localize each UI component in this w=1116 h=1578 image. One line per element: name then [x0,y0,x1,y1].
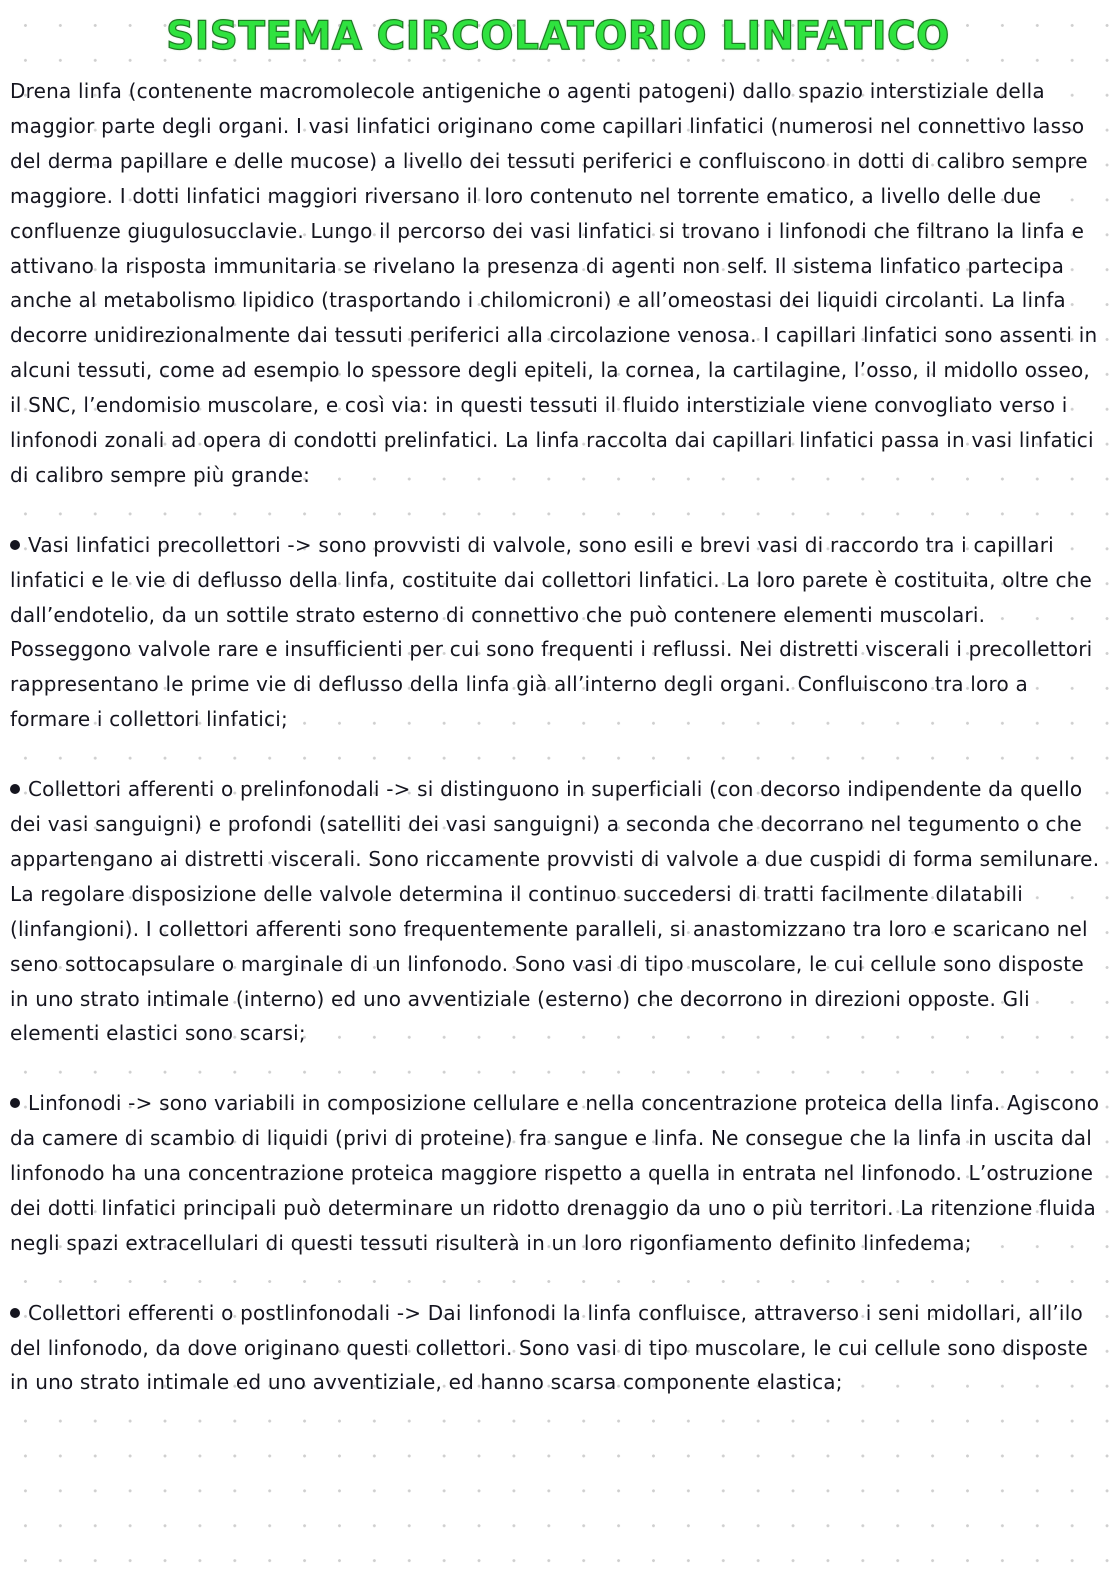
list-item-text: Vasi linfatici precollettori -> sono provvisti di valvole, sono esili e brevi vasi di raccordo tra i capillari linfatici e le vie di deflusso della linfa, costituite dai collettori linfatici. La loro parete è costituita, oltre che dall’endotelio, da un sottile strato esterno di connettivo che può contenere elementi muscolari. Posseggono valvole rare e insufficienti per cui sono frequenti i reflussi. Nei distretti viscerali i precollettori rappresentano le prime vie di deflusso della linfa già all’interno degli organi. Confluiscono tra loro a formare i collettori linfatici; [10,532,1093,732]
list-item-text: Collettori efferenti o postlinfonodali -> Dai linfonodi la linfa confluisce, attraverso i seni midollari, all’ilo del linfonodo, da dove originano questi collettori. Sono vasi di tipo muscolare, le cui cellule sono disposte in uno strato intimale ed uno avventiziale, ed hanno scarsa componente elastica; [10,1300,1089,1395]
list-item-text: Linfonodi -> sono variabili in composizione cellulare e nella concentrazione proteica della linfa. Agiscono da camere di scambio di liquidi (privi di proteine) fra sangue e linfa. Ne consegue che la linfa in uscita dal linfonodo ha una concentrazione proteica maggiore rispetto a quella in entrata nel linfonodo. L’ostruzione dei dotti linfatici principali può determinare un ridotto drenaggio da uno o più territori. La ritenzione fluida negli spazi extracellulari di questi tessuti risulterà in un loro rigonfiamento definito linfedema; [10,1091,1100,1255]
list-item [10,1296,1106,1401]
list-item [10,772,1106,1051]
bullet-icon [10,1098,20,1108]
bullet-icon [10,1308,20,1318]
bullet-icon [10,784,20,794]
page-title: SISTEMA CIRCOLATORIO LINFATICO [166,14,950,59]
list-item-text: Collettori afferenti o prelinfonodali -> si distinguono in superficiali (con decorso indipendente da quello dei vasi sanguigni) e profondi (satelliti dei vasi sanguigni) a seconda che decorrano nel tegumento o che appartengano ai distretti viscerali. Sono riccamente provvisti di valvole a due cuspidi di forma semilunare. La regolare disposizione delle valvole determina il continuo succedersi di tratti facilmente dilatabili (linfangioni). I collettori afferenti sono frequentemente paralleli, si anastomizzano tra loro e scaricano nel seno sottocapsulare o marginale di un linfonodo. Sono vasi di tipo muscolare, le cui cellule sono disposte in uno strato intimale (interno) ed uno avventiziale (esterno) che decorrono in direzioni opposte. Gli elementi elastici sono scarsi; [10,777,1100,1046]
list-item [10,1086,1106,1261]
notes-page [10,0,1106,1400]
intro-paragraph: Drena linfa (contenente macromolecole antigeniche o agenti patogeni) dallo spazio interstiziale della maggior parte degli organi. I vasi linfatici originano come capillari linfatici (numerosi nel connettivo lasso del derma papillare e delle mucose) a livello dei tessuti periferici e confluiscono in dotti di calibro sempre maggiore. I dotti linfatici maggiori riversano il loro contenuto nel torrente ematico, a livello delle due confluenze giugulosucclavie. Lungo il percorso dei vasi linfatici si trovano i linfonodi che filtrano la linfa e attivano la risposta immunitaria se rivelano la presenza di agenti non self. Il sistema linfatico partecipa anche al metabolismo lipidico (trasportando i chilomicroni) e all’omeostasi dei liquidi circolanti. La linfa decorre unidirezionalmente dai tessuti periferici alla circolazione venosa. I capillari linfatici sono assenti in alcuni tessuti, come ad esempio lo spessore degli epiteli, la cornea, la cartilagine, l’osso, il midollo osseo, il SNC, l’endomisio muscolare, e così via: in questi tessuti il fluido interstiziale viene convogliato verso i linfonodi zonali ad opera di condotti prelinfatici. La linfa raccolta dai capillari linfatici passa in vasi linfatici di calibro sempre più grande: [10,79,1098,487]
bullet-icon [10,540,20,550]
list-item [10,528,1106,737]
